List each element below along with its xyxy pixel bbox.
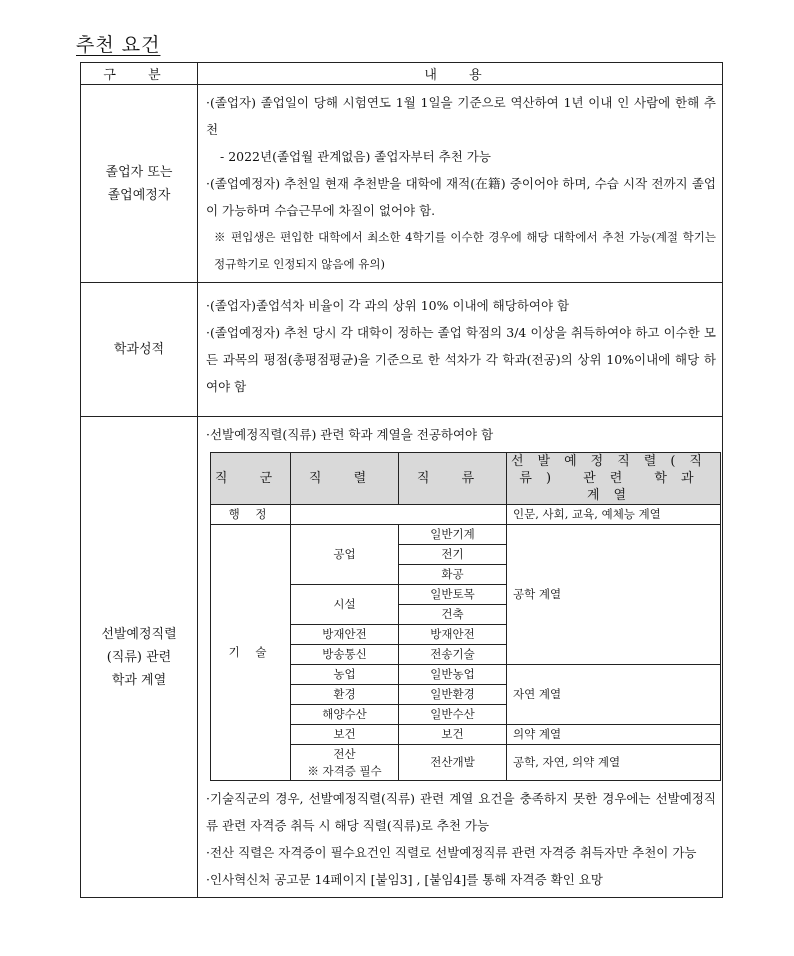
inner-header-series: 직 렬 — [291, 453, 399, 505]
class-marine: 일반수산 — [399, 705, 507, 725]
series-marine: 해양수산 — [291, 705, 399, 725]
cert-reference-note: ·인사혁신처 공고문 14페이지 [붙임3] , [붙임4]를 통해 자격증 확인 요망 — [206, 872, 603, 887]
class-it: 전산개발 — [399, 745, 507, 781]
table-row — [81, 283, 723, 417]
table-row — [81, 85, 723, 283]
class-disaster: 방재안전 — [399, 625, 507, 645]
row-label-grade: 학과성적 — [81, 283, 198, 417]
series-env: 환경 — [291, 685, 399, 705]
header-content: 내 용 — [198, 63, 723, 85]
row-content-major — [198, 417, 723, 898]
class-elec: 전기 — [399, 545, 507, 565]
series-disaster: 방재안전 — [291, 625, 399, 645]
field-eng: 공학 계열 — [507, 525, 721, 665]
table-row — [81, 417, 723, 898]
table-row — [211, 525, 721, 545]
it-cert-required-note: ※ 자격증 필수 — [307, 763, 382, 778]
field-nat: 자연 계열 — [507, 665, 721, 725]
class-health: 보건 — [399, 725, 507, 745]
class-env: 일반환경 — [399, 685, 507, 705]
class-broadcast: 전송기술 — [399, 645, 507, 665]
inner-header-group: 직 군 — [211, 453, 291, 505]
class-chem: 화공 — [399, 565, 507, 585]
inner-header-field: 선발예정직렬(직류) 관련 학과 계열 — [507, 453, 721, 505]
major-intro: ·선발예정직렬(직류) 관련 학과 계열을 전공하여야 함 — [206, 427, 494, 442]
it-cert-note: ·전산 직렬은 자격증이 필수요건인 직렬로 선발예정직류 관련 자격증 취득자만 추천이 가능 — [206, 845, 697, 860]
requirements-table — [80, 62, 723, 898]
graduate-rule: ·(졸업자) 졸업일이 당해 시험연도 1월 1일을 기준으로 역산하여 1년 이내 인 사람에 한해 추천 — [206, 95, 716, 137]
class-arch: 건축 — [399, 605, 507, 625]
row-content-grade — [198, 283, 723, 417]
table-header-row — [81, 63, 723, 85]
inner-header-row — [211, 453, 721, 505]
group-tech: 기 술 — [211, 525, 291, 781]
section-title: 추천 요건 — [76, 34, 161, 56]
series-broadcast: 방송통신 — [291, 645, 399, 665]
row-label-graduate: 졸업자 또는 졸업예정자 — [81, 85, 198, 283]
transfer-note: ※ 편입생은 편입한 대학에서 최소한 4학기를 이수한 경우에 해당 대학에서 추천 가능(계절 학기는 정규학기로 인정되지 않음에 유의) — [214, 230, 716, 271]
header-category: 구 분 — [81, 63, 198, 85]
series-facility: 시설 — [291, 585, 399, 625]
table-row — [211, 505, 721, 525]
series-health: 보건 — [291, 725, 399, 745]
field-admin: 인문, 사회, 교육, 예체능 계열 — [507, 505, 721, 525]
field-it: 공학, 자연, 의약 계열 — [507, 745, 721, 781]
inner-header-class: 직 류 — [399, 453, 507, 505]
grade-rule-graduate: ·(졸업자)졸업석차 비율이 각 과의 상위 10% 이내에 해당하여야 함 — [206, 298, 570, 313]
graduate-subrule: - 2022년(졸업월 관계없음) 졸업자부터 추천 가능 — [220, 149, 491, 164]
major-field-table — [210, 452, 721, 781]
field-med: 의약 계열 — [507, 725, 721, 745]
tech-cert-note: ·기술직군의 경우, 선발예정직렬(직류) 관련 계열 요건을 충족하지 못한 경우에는 선발예정직류 관련 자격증 취득 시 해당 직렬(직류)로 추천 가능 — [206, 791, 716, 833]
series-industry: 공업 — [291, 525, 399, 585]
row-content-graduate — [198, 85, 723, 283]
class-civil: 일반토목 — [399, 585, 507, 605]
expected-graduate-rule: ·(졸업예정자) 추천일 현재 추천받을 대학에 재적(在籍) 중이어야 하며, 수습 시작 전까지 졸업이 가능하며 수습근무에 차질이 없어야 함. — [206, 176, 716, 218]
row-label-major: 선발예정직렬 (직류) 관련 학과 계열 — [81, 417, 198, 898]
grade-rule-expected: ·(졸업예정자) 추천 당시 각 대학이 정하는 졸업 학점의 3/4 이상을 취득하여야 하고 이수한 모든 과목의 평점(총평점평균)을 기준으로 한 석차가 각 학과(전공)의 상위 10%이내에 해당 하여야 함 — [206, 325, 716, 394]
class-agri: 일반농업 — [399, 665, 507, 685]
class-mech: 일반기계 — [399, 525, 507, 545]
series-agri: 농업 — [291, 665, 399, 685]
series-it: 전산 ※ 자격증 필수 — [291, 745, 399, 781]
group-admin: 행 정 — [211, 505, 291, 525]
